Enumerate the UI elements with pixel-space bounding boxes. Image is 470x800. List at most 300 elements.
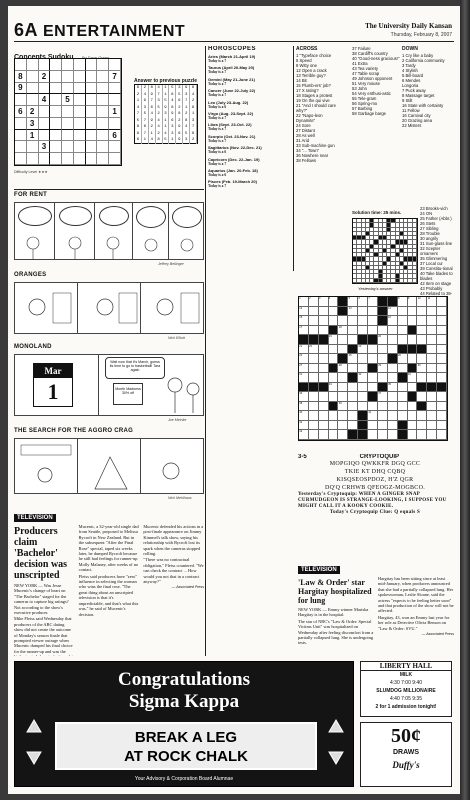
crossword-cell[interactable] (329, 297, 339, 307)
crossword-cell[interactable] (437, 373, 447, 383)
crossword-cell[interactable] (338, 421, 348, 431)
sudoku-cell[interactable]: 3 (27, 118, 39, 130)
crossword-cell[interactable] (388, 373, 398, 383)
crossword-cell[interactable] (338, 373, 348, 383)
crossword-cell[interactable] (368, 335, 378, 345)
sudoku-cell[interactable]: 2 (27, 106, 39, 118)
crossword-cell[interactable] (427, 316, 437, 326)
crossword-cell[interactable] (329, 373, 339, 383)
crossword-cell[interactable] (358, 307, 368, 317)
sudoku-cell[interactable] (74, 83, 86, 95)
crossword-cell[interactable] (299, 316, 309, 326)
crossword-cell[interactable] (319, 354, 329, 364)
crossword-cell[interactable] (348, 297, 358, 307)
sudoku-cell[interactable] (86, 130, 98, 142)
crossword-cell[interactable] (408, 307, 418, 317)
crossword-cell[interactable] (408, 421, 418, 431)
crossword-cell[interactable] (398, 354, 408, 364)
crossword-cell[interactable] (309, 326, 319, 336)
sudoku-cell[interactable] (39, 59, 51, 71)
crossword-cell[interactable] (299, 335, 309, 345)
crossword-cell[interactable] (338, 307, 348, 317)
crossword-cell[interactable] (368, 421, 378, 431)
crossword-cell[interactable] (378, 326, 388, 339)
sudoku-cell[interactable] (109, 141, 121, 153)
crossword-cell[interactable] (368, 345, 378, 355)
crossword-cell[interactable] (417, 383, 427, 393)
crossword-cell[interactable] (338, 316, 348, 326)
sudoku-cell[interactable] (74, 141, 86, 153)
crossword-cell[interactable] (299, 401, 309, 415)
crossword-cell[interactable] (299, 392, 309, 402)
crossword-cell[interactable] (427, 373, 437, 383)
sudoku-cell[interactable] (15, 59, 27, 71)
crossword-cell[interactable] (437, 402, 447, 412)
sudoku-cell[interactable] (27, 153, 39, 165)
crossword-cell[interactable] (358, 392, 368, 402)
crossword-cell[interactable] (417, 345, 427, 355)
crossword-cell[interactable] (397, 345, 408, 358)
crossword-cell[interactable] (408, 326, 418, 336)
crossword-cell[interactable] (338, 354, 348, 364)
crossword-cell[interactable] (407, 364, 418, 377)
crossword-cell[interactable] (427, 364, 437, 374)
sudoku-cell[interactable] (50, 153, 62, 165)
sudoku-cell[interactable] (62, 118, 74, 130)
sudoku-cell[interactable] (50, 118, 62, 130)
crossword-cell[interactable] (358, 316, 368, 326)
sudoku-cell[interactable]: 1 (27, 130, 39, 142)
crossword-cell[interactable] (299, 306, 309, 320)
sudoku-cell[interactable] (62, 59, 74, 71)
crossword-cell[interactable] (378, 383, 388, 396)
crossword-cell[interactable] (388, 364, 398, 374)
sudoku-cell[interactable] (97, 130, 109, 142)
crossword-cell[interactable] (309, 402, 319, 412)
crossword-cell[interactable] (348, 373, 358, 383)
crossword-cell[interactable] (417, 354, 427, 364)
sudoku-cell[interactable] (109, 94, 121, 106)
crossword-cell[interactable] (398, 326, 408, 336)
sudoku-cell[interactable] (50, 141, 62, 153)
crossword-cell[interactable] (358, 430, 368, 440)
sudoku-cell[interactable] (39, 83, 51, 95)
crossword-cell[interactable] (368, 297, 378, 307)
sudoku-cell[interactable]: 2 (39, 71, 51, 83)
crossword-cell[interactable] (358, 326, 368, 336)
sudoku-cell[interactable] (15, 141, 27, 153)
sudoku-cell[interactable] (27, 71, 39, 83)
sudoku-cell[interactable]: 6 (109, 130, 121, 142)
sudoku-cell[interactable] (97, 106, 109, 118)
sudoku-cell[interactable] (74, 118, 86, 130)
crossword-cell[interactable] (348, 402, 358, 412)
crossword-cell[interactable] (388, 335, 398, 345)
crossword-cell[interactable] (368, 392, 378, 402)
crossword-cell[interactable] (378, 335, 388, 345)
crossword-cell[interactable] (398, 411, 408, 421)
crossword-cell[interactable] (329, 345, 339, 355)
crossword-cell[interactable] (368, 307, 378, 317)
crossword-cell[interactable] (368, 411, 378, 421)
crossword-cell[interactable] (299, 411, 309, 421)
crossword-cell[interactable] (299, 354, 309, 364)
crossword-cell[interactable] (378, 354, 388, 364)
crossword-cell[interactable] (417, 392, 427, 402)
sudoku-cell[interactable] (50, 94, 62, 106)
sudoku-cell[interactable] (62, 153, 74, 165)
crossword-cell[interactable] (348, 392, 358, 402)
crossword-cell[interactable] (408, 297, 418, 307)
crossword-cell[interactable] (329, 392, 339, 402)
crossword-cell[interactable] (388, 392, 398, 402)
crossword-cell[interactable] (319, 297, 329, 307)
crossword-cell[interactable] (338, 392, 348, 402)
crossword-cell[interactable] (348, 307, 358, 317)
crossword-cell[interactable] (417, 421, 427, 431)
crossword-cell[interactable] (388, 354, 398, 364)
crossword-grid[interactable] (298, 296, 448, 441)
crossword-cell[interactable] (358, 373, 368, 383)
crossword-cell[interactable] (398, 297, 408, 307)
crossword-cell[interactable] (427, 326, 437, 336)
sudoku-cell[interactable] (39, 106, 51, 118)
crossword-cell[interactable] (338, 297, 351, 307)
sudoku-cell[interactable]: 6 (15, 106, 27, 118)
crossword-cell[interactable] (338, 430, 348, 440)
sudoku-cell[interactable]: 4 (39, 94, 51, 106)
sudoku-cell[interactable] (97, 83, 109, 95)
crossword-cell[interactable] (358, 411, 368, 421)
crossword-cell[interactable] (319, 430, 329, 440)
crossword-cell[interactable] (329, 402, 339, 412)
crossword-cell[interactable] (408, 402, 418, 412)
crossword-cell[interactable] (329, 316, 339, 326)
crossword-cell[interactable] (417, 316, 427, 326)
crossword-cell[interactable] (417, 335, 427, 345)
crossword-cell[interactable] (398, 402, 408, 412)
crossword-cell[interactable] (309, 364, 319, 374)
crossword-cell[interactable] (319, 392, 329, 402)
crossword-cell[interactable] (408, 392, 418, 402)
crossword-cell[interactable] (417, 373, 427, 383)
crossword-cell[interactable] (388, 326, 398, 336)
crossword-cell[interactable] (368, 383, 378, 393)
sudoku-cell[interactable] (27, 59, 39, 71)
crossword-cell[interactable] (358, 364, 368, 377)
crossword-cell[interactable] (348, 316, 358, 326)
crossword-cell[interactable] (309, 335, 319, 345)
crossword-cell[interactable] (329, 411, 339, 421)
crossword-cell[interactable] (398, 421, 408, 431)
sudoku-cell[interactable] (39, 118, 51, 130)
crossword-cell[interactable] (398, 392, 408, 402)
crossword-cell[interactable] (309, 383, 319, 393)
crossword-cell[interactable] (319, 326, 329, 336)
crossword-cell[interactable] (437, 316, 447, 326)
crossword-cell[interactable] (427, 354, 437, 364)
sudoku-cell[interactable] (74, 59, 86, 71)
crossword-cell[interactable] (417, 402, 427, 412)
crossword-cell[interactable] (348, 326, 358, 336)
crossword-cell[interactable] (319, 345, 329, 355)
crossword-cell[interactable] (348, 383, 358, 393)
crossword-cell[interactable] (329, 335, 339, 345)
sudoku-cell[interactable] (86, 59, 98, 71)
crossword-cell[interactable] (398, 335, 408, 345)
crossword-cell[interactable] (388, 383, 398, 393)
crossword-cell[interactable] (329, 354, 339, 364)
crossword-cell[interactable] (368, 364, 378, 374)
sudoku-cell[interactable] (15, 130, 27, 142)
crossword-cell[interactable] (348, 364, 358, 374)
crossword-cell[interactable] (309, 307, 319, 317)
crossword-cell[interactable] (427, 411, 437, 421)
crossword-cell[interactable] (408, 354, 418, 364)
sudoku-cell[interactable]: 7 (109, 71, 121, 83)
sudoku-cell[interactable]: 1 (109, 106, 121, 118)
sudoku-cell[interactable] (86, 83, 98, 95)
crossword-cell[interactable] (408, 345, 418, 355)
sudoku-cell[interactable]: 8 (15, 71, 27, 83)
sudoku-cell[interactable] (109, 59, 121, 71)
crossword-cell[interactable] (378, 373, 388, 383)
crossword-cell[interactable] (427, 402, 437, 412)
crossword-cell[interactable] (329, 364, 339, 374)
crossword-cell[interactable] (299, 373, 309, 383)
sudoku-cell[interactable] (109, 153, 121, 165)
crossword-cell[interactable] (348, 411, 358, 421)
sudoku-cell[interactable]: 3 (39, 141, 51, 153)
crossword-cell[interactable] (427, 307, 437, 317)
crossword-cell[interactable] (408, 335, 418, 345)
crossword-cell[interactable] (437, 383, 447, 393)
sudoku-cell[interactable] (86, 141, 98, 153)
crossword-cell[interactable] (299, 430, 309, 440)
crossword-cell[interactable] (427, 421, 437, 431)
sudoku-cell[interactable] (97, 94, 109, 106)
crossword-cell[interactable] (437, 354, 447, 364)
crossword-cell[interactable] (388, 421, 398, 431)
crossword-cell[interactable] (417, 411, 427, 421)
crossword-cell[interactable] (329, 383, 339, 393)
crossword-cell[interactable] (437, 430, 447, 440)
crossword-cell[interactable] (368, 373, 378, 383)
crossword-cell[interactable] (427, 392, 437, 402)
sudoku-cell[interactable] (50, 59, 62, 71)
crossword-cell[interactable] (378, 430, 388, 440)
crossword-cell[interactable] (348, 421, 358, 431)
crossword-cell[interactable] (358, 297, 368, 307)
crossword-cell[interactable] (368, 354, 378, 364)
crossword-cell[interactable] (437, 297, 447, 307)
sudoku-cell[interactable] (62, 71, 74, 83)
sudoku-cell[interactable] (15, 94, 27, 106)
sudoku-cell[interactable] (86, 94, 98, 106)
sudoku-grid[interactable] (14, 58, 122, 166)
crossword-cell[interactable] (319, 373, 329, 383)
sudoku-cell[interactable] (62, 141, 74, 153)
crossword-cell[interactable] (338, 335, 348, 345)
crossword-cell[interactable] (358, 383, 368, 393)
crossword-cell[interactable] (348, 335, 358, 345)
crossword-cell[interactable] (388, 297, 398, 307)
sudoku-cell[interactable] (15, 118, 27, 130)
crossword-cell[interactable] (388, 316, 398, 326)
sudoku-cell[interactable] (62, 106, 74, 118)
sudoku-cell[interactable] (27, 141, 39, 153)
crossword-cell[interactable] (417, 326, 427, 336)
crossword-cell[interactable] (348, 354, 358, 364)
crossword-cell[interactable] (427, 430, 437, 440)
crossword-cell[interactable] (388, 402, 398, 412)
crossword-cell[interactable] (338, 383, 348, 393)
crossword-cell[interactable] (378, 421, 388, 431)
crossword-cell[interactable] (309, 316, 319, 326)
crossword-cell[interactable] (319, 383, 329, 393)
sudoku-cell[interactable] (97, 153, 109, 165)
crossword-cell[interactable] (338, 326, 348, 336)
sudoku-cell[interactable] (50, 106, 62, 118)
sudoku-cell[interactable]: 9 (15, 83, 27, 95)
crossword-cell[interactable] (358, 402, 368, 412)
crossword-cell[interactable] (398, 430, 408, 440)
crossword-cell[interactable] (427, 335, 437, 345)
sudoku-cell[interactable] (97, 59, 109, 71)
crossword-cell[interactable] (338, 345, 348, 355)
sudoku-cell[interactable] (27, 94, 39, 106)
crossword-cell[interactable] (378, 307, 388, 317)
sudoku-cell[interactable] (50, 130, 62, 142)
crossword-cell[interactable] (398, 316, 408, 326)
crossword-cell[interactable] (368, 316, 378, 326)
crossword-cell[interactable] (319, 411, 329, 421)
crossword-cell[interactable] (427, 383, 437, 393)
sudoku-cell[interactable] (27, 83, 39, 95)
sudoku-cell[interactable] (50, 71, 62, 83)
crossword-cell[interactable] (378, 316, 388, 326)
sudoku-cell[interactable] (74, 130, 86, 142)
crossword-cell[interactable] (388, 411, 398, 421)
crossword-cell[interactable] (358, 421, 368, 431)
crossword-cell[interactable] (368, 402, 378, 415)
sudoku-cell[interactable] (74, 94, 86, 106)
crossword-cell[interactable] (378, 411, 388, 421)
crossword-cell[interactable] (309, 392, 319, 402)
sudoku-cell[interactable] (86, 153, 98, 165)
crossword-cell[interactable] (408, 411, 418, 421)
crossword-cell[interactable] (417, 307, 427, 317)
crossword-cell[interactable] (437, 326, 447, 336)
sudoku-cell[interactable] (39, 130, 51, 142)
crossword-cell[interactable] (437, 421, 447, 431)
crossword-cell[interactable] (398, 373, 408, 383)
crossword-cell[interactable] (437, 345, 447, 355)
crossword-cell[interactable] (348, 345, 358, 358)
crossword-cell[interactable] (368, 430, 378, 440)
crossword-cell[interactable] (398, 364, 408, 374)
crossword-cell[interactable] (427, 297, 437, 307)
crossword-cell[interactable] (408, 430, 418, 440)
crossword-cell[interactable] (378, 364, 388, 374)
crossword-cell[interactable] (309, 354, 319, 364)
crossword-cell[interactable] (329, 421, 339, 431)
crossword-cell[interactable] (338, 402, 348, 412)
crossword-cell[interactable] (408, 383, 418, 393)
crossword-cell[interactable] (299, 383, 309, 396)
crossword-cell[interactable] (319, 364, 329, 374)
crossword-cell[interactable] (427, 345, 437, 355)
crossword-cell[interactable] (417, 364, 427, 374)
crossword-cell[interactable] (368, 326, 378, 336)
crossword-cell[interactable] (388, 430, 398, 440)
crossword-cell[interactable] (388, 345, 398, 355)
sudoku-cell[interactable] (74, 71, 86, 83)
crossword-cell[interactable] (408, 373, 418, 383)
sudoku-cell[interactable] (74, 153, 86, 165)
crossword-cell[interactable] (309, 297, 319, 307)
crossword-cell[interactable] (338, 411, 348, 421)
crossword-cell[interactable] (299, 363, 309, 377)
crossword-cell[interactable] (309, 421, 319, 431)
crossword-cell[interactable] (378, 345, 388, 355)
crossword-cell[interactable] (299, 344, 309, 358)
crossword-cell[interactable] (329, 430, 339, 440)
crossword-cell[interactable] (328, 326, 339, 339)
sudoku-cell[interactable] (62, 130, 74, 142)
sudoku-cell[interactable]: 5 (62, 94, 74, 106)
crossword-cell[interactable] (378, 392, 388, 402)
crossword-cell[interactable] (408, 316, 418, 326)
crossword-cell[interactable] (437, 335, 447, 345)
sudoku-cell[interactable] (62, 83, 74, 95)
crossword-cell[interactable] (358, 354, 368, 364)
crossword-cell[interactable] (398, 307, 408, 317)
sudoku-cell[interactable] (50, 83, 62, 95)
sudoku-cell[interactable] (109, 83, 121, 95)
sudoku-cell[interactable] (109, 118, 121, 130)
sudoku-cell[interactable] (15, 153, 27, 165)
sudoku-cell[interactable] (97, 71, 109, 83)
crossword-cell[interactable] (437, 307, 447, 317)
crossword-cell[interactable] (358, 345, 368, 355)
sudoku-cell[interactable] (97, 141, 109, 153)
crossword-cell[interactable] (319, 421, 329, 431)
crossword-cell[interactable] (299, 297, 309, 307)
crossword-cell[interactable] (319, 335, 329, 345)
sudoku-cell[interactable] (39, 153, 51, 165)
crossword-cell[interactable] (348, 430, 358, 440)
crossword-cell[interactable] (309, 411, 319, 421)
crossword-cell[interactable] (417, 297, 427, 307)
crossword-cell[interactable] (398, 383, 408, 393)
crossword-cell[interactable] (319, 307, 329, 317)
crossword-cell[interactable] (437, 411, 447, 421)
crossword-cell[interactable] (437, 392, 447, 402)
crossword-cell[interactable] (437, 364, 447, 374)
crossword-cell[interactable] (299, 326, 309, 336)
sudoku-cell[interactable] (97, 118, 109, 130)
crossword-cell[interactable] (329, 307, 339, 317)
sudoku-cell[interactable] (86, 118, 98, 130)
sudoku-cell[interactable] (86, 71, 98, 83)
crossword-cell[interactable] (309, 430, 319, 440)
crossword-cell[interactable] (417, 430, 427, 440)
crossword-cell[interactable] (378, 297, 388, 307)
crossword-cell[interactable] (319, 402, 329, 412)
crossword-cell[interactable] (338, 364, 348, 374)
crossword-cell[interactable] (319, 316, 329, 326)
